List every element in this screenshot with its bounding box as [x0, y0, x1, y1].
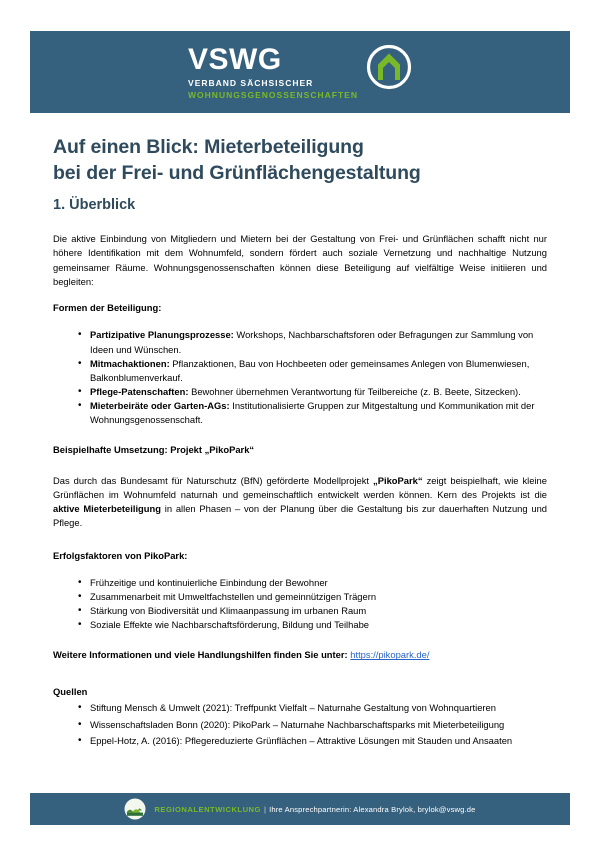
pikopark-text-1: Das durch das Bundesamt für Naturschutz (BfN) geförderte Modellprojekt	[53, 474, 374, 486]
further-info-label: Weitere Informationen und viele Handlungshilfen finden Sie unter:	[53, 649, 351, 661]
erfolgsfaktoren-list	[53, 576, 547, 632]
logo-subtitle-line2: WOHNUNGSGENOSSENSCHAFTEN	[188, 89, 358, 100]
list-item: • Eppel-Hotz, A. (2016): Pflegereduzierte Grünflächen – Attraktive Lösungen mit Stauden und Ansaaten	[90, 734, 547, 749]
heading-formen-der-beteiligung: Formen der Beteiligung:	[53, 302, 162, 314]
list-item-lead: Mitmachaktionen:	[90, 357, 170, 369]
list-item	[90, 328, 547, 356]
header-bar	[30, 31, 570, 113]
list-item-lead: Pflege-Patenschaften:	[90, 385, 189, 397]
list-item-text: Institutionalisierte Gruppen zur Mitgestaltung und Kommunikation mit der Wohnungsgenossenschaft.	[90, 400, 535, 426]
intro-paragraph: Die aktive Einbindung von Mitgliedern und Mietern bei der Gestaltung von Frei- und Grünflächen schafft nicht nur höhere Identifikation mit dem Wohnumfeld, sondern fördert auch soziale Vernetzung und nachhaltige Nutzung gemeinsamer Räume. Wohnungsgenossenschaften können diese Beteiligung auf vielfältige Weise initiieren und begleiten:	[53, 233, 547, 287]
list-item	[90, 385, 547, 399]
list-item: • Stiftung Mensch & Umwelt (2021): Treffpunkt Vielfalt – Naturnahe Gestaltung von Wohnquartieren	[90, 701, 547, 716]
heading-erfolgsfaktoren: Erfolgsfaktoren von PikoPark:	[53, 549, 188, 561]
page-title-line1: Auf einen Blick: Mieterbeteiligung	[53, 136, 364, 158]
spacer	[53, 319, 547, 328]
list-item: • Wissenschaftsladen Bonn (2020): PikoPark – Naturnahe Nachbarschaftsparks mit Mieterbeteiligung	[90, 718, 547, 733]
pikopark-link[interactable]: https://pikopark.de/	[350, 649, 430, 661]
footer-separator: |	[263, 804, 267, 814]
formen-list	[53, 328, 547, 427]
heading-beispielhafte-umsetzung: Beispielhafte Umsetzung: Projekt „PikoPark“	[53, 444, 255, 456]
footer-contact: Ihre Ansprechpartnerin: Alexandra Brylok, brylok@vswg.de	[269, 804, 476, 814]
list-item-lead: Mieterbeiräte oder Garten-AGs:	[90, 400, 230, 412]
pikopark-text-2: zeigt beispielhaft, wie kleine Grünflächen im Wohnumfeld naturnah und gemeinschaftlich entwickelt werden können. Kern des Projekts ist die	[53, 474, 547, 500]
house-in-circle-icon	[366, 44, 412, 90]
spacer	[53, 427, 547, 443]
document-content	[53, 232, 547, 751]
list-item: • Frühzeitige und kontinuierliche Einbindung der Bewohner	[90, 576, 547, 590]
spacer	[53, 663, 547, 679]
pikopark-bold-1: „PikoPark“	[373, 474, 423, 486]
page-title-line2: bei der Frei- und Grünflächengestaltung	[53, 161, 421, 184]
list-item-text: Workshops, Nachbarschaftsforen oder Befragungen zur Sammlung von Ideen und Wünschen.	[90, 329, 534, 355]
list-item	[90, 357, 547, 385]
vswg-logo	[188, 43, 412, 101]
pikopark-bold-2: aktive Mieterbeteiligung	[53, 503, 161, 515]
footer-text	[154, 805, 475, 814]
green-landscape-badge-icon	[124, 798, 146, 820]
list-item: • Soziale Effekte wie Nachbarschaftsförderung, Bildung und Teilhabe	[90, 618, 547, 632]
list-item-text: Bewohner übernehmen Verantwortung für Teilbereiche (z. B. Beete, Sitzecken).	[188, 385, 521, 397]
list-item: • Zusammenarbeit mit Umweltfachstellen und gemeinnützigen Trägern	[90, 590, 547, 604]
logo-wordmark: VSWG	[188, 43, 282, 77]
logo-text-block	[188, 43, 358, 101]
pikopark-text-3: in allen Phasen – von der Planung über die Gestaltung bis zur dauerhaften Nutzung und Pflege.	[53, 503, 547, 529]
quellen-list	[53, 701, 547, 749]
list-item-lead: Partizipative Planungsprozesse:	[90, 329, 234, 341]
footer-keyword: REGIONALENTWICKLUNG	[154, 804, 261, 814]
page-title	[53, 135, 553, 187]
spacer	[53, 462, 547, 474]
further-info-line	[53, 648, 547, 662]
list-item: • Stärkung von Biodiversität und Klimaanpassung im urbanen Raum	[90, 604, 547, 618]
heading-quellen: Quellen	[53, 685, 88, 697]
footer-bar	[30, 793, 570, 825]
logo-subtitle-line1: VERBAND SÄCHSISCHER	[188, 78, 314, 89]
list-item-text: Pflanzaktionen, Bau von Hochbeeten oder gemeinsames Anlegen von Blumenwiesen, Balkonblumenverkauf.	[90, 357, 530, 383]
spacer	[53, 632, 547, 648]
section-heading-ueberblick: 1. Überblick	[53, 197, 136, 213]
list-item	[90, 399, 547, 427]
pikopark-paragraph	[53, 474, 547, 531]
spacer	[53, 567, 547, 576]
